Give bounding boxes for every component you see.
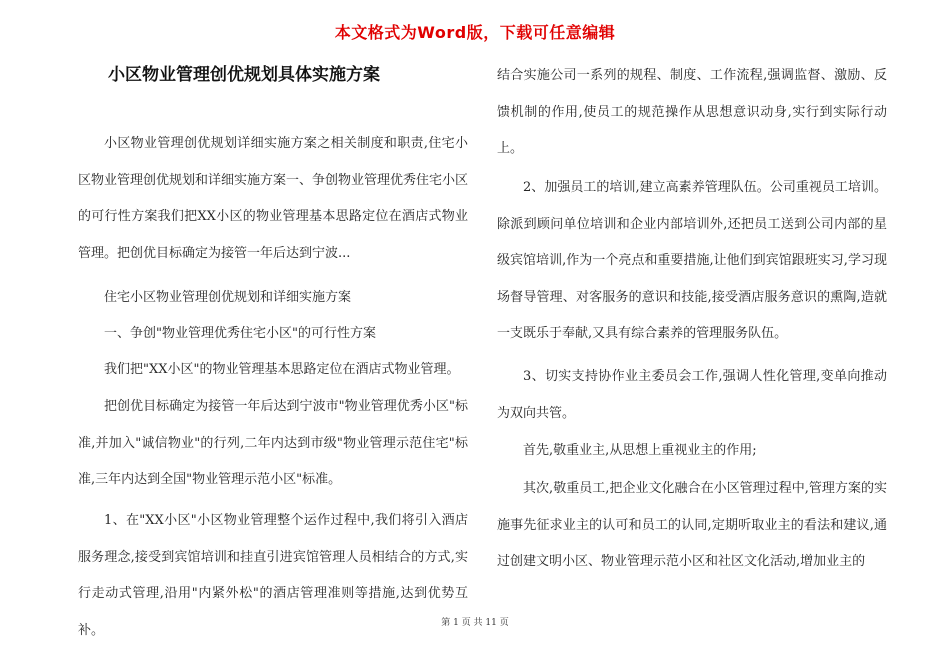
section-heading: 住宅小区物业管理创优规划和详细实施方案 <box>104 290 352 305</box>
body-paragraph: 其次,敬重员工,把企业文化融合在小区管理过程中,管理方案的实施事先征求业主的认可和员工的认同,定期听取业主的看法和建议,通过创建文明小区、物业管理示范小区和社区文化活动,增加业主的 <box>497 481 887 569</box>
body-paragraph: 首先,敬重业主,从思想上重视业主的作用; <box>523 443 757 458</box>
body-paragraph: 3、切实支持协作业主委员会工作,强调人性化管理,变单向推动为双向共管。 <box>497 369 887 421</box>
body-paragraph: 把创优目标确定为接管一年后达到宁波市"物业管理优秀小区"标准,并加入"诚信物业"的行列,二年内达到市级"物业管理示范住宅"标准,三年内达到全国"物业管理示范小区"标准。 <box>78 399 468 487</box>
body-paragraph: 2、加强员工的培训,建立高素养管理队伍。公司重视员工培训。除派到顾问单位培训和企业内部培训外,还把员工送到公司内部的星级宾馆培训,作为一个亮点和重要措施,让他们到宾馆跟班实习,学习现场督导管理、对客服务的意识和技能,接受酒店服务意识的熏陶,造就一支既乐于奉献,又具有综合素养的管理服务队伍。 <box>497 180 887 341</box>
body-paragraph: 1、在"XX小区"小区物业管理整个运作过程中,我们将引入酒店服务理念,接受到宾馆培训和挂直引进宾馆管理人员相结合的方式,实行走动式管理,沿用"内紧外松"的酒店管理准则等措施,达到优势互补。 <box>78 513 468 638</box>
document-title: 小区物业管理创优规划具体实施方案 <box>108 65 380 85</box>
body-paragraph: 我们把"XX小区"的物业管理基本思路定位在酒店式物业管理。 <box>104 362 460 377</box>
format-banner: 本文格式为Word版，下载可任意编辑 <box>334 23 616 42</box>
intro-paragraph: 小区物业管理创优规划详细实施方案之相关制度和职责,住宅小区物业管理创优规划和详细实施方案一、争创物业管理优秀住宅小区的可行性方案我们把XX小区的物业管理基本思路定位在酒店式物业管理。把创优目标确定为接管一年后达到宁波... <box>78 136 469 261</box>
page-footer: 第 1 页 共 11 页 <box>441 618 509 628</box>
body-paragraph: 结合实施公司一系列的规程、制度、工作流程,强调监督、激励、反馈机制的作用,使员工的规范操作从思想意识动身,实行到实际行动上。 <box>497 68 887 156</box>
subsection-heading: 一、争创"物业管理优秀住宅小区"的可行性方案 <box>104 326 376 341</box>
